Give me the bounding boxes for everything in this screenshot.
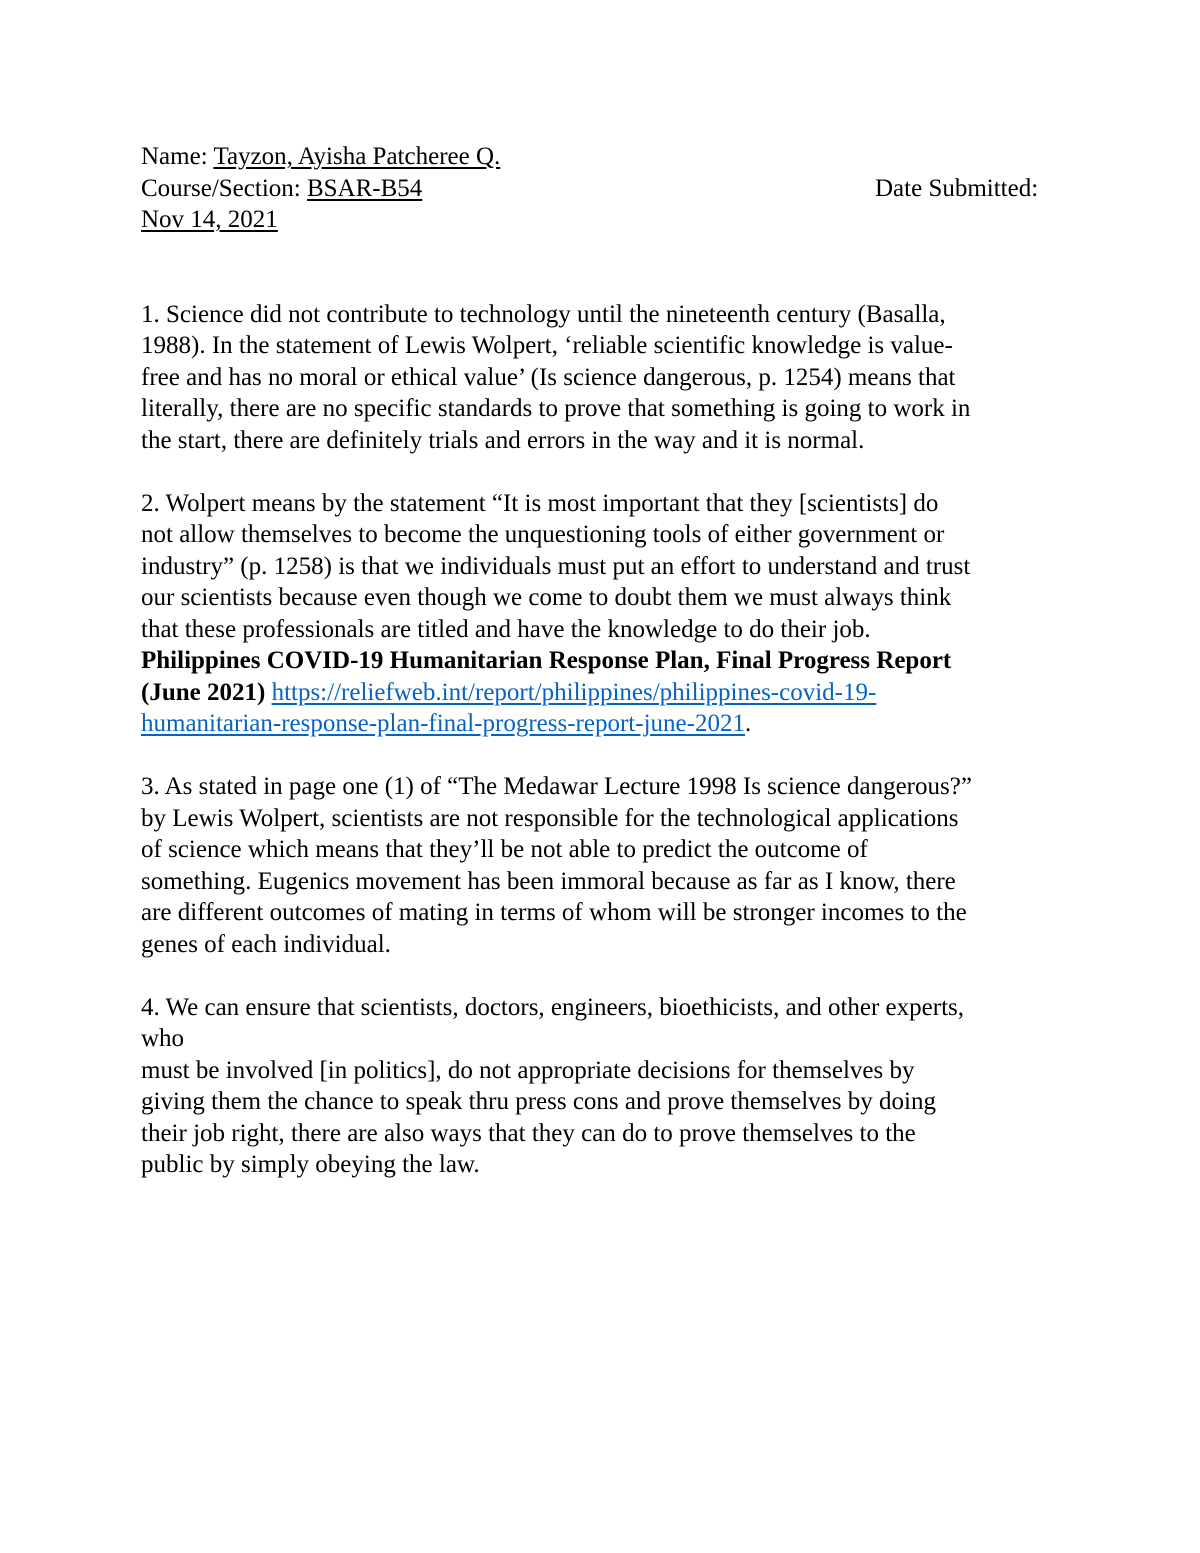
answer-4-line: public by simply obeying the law. xyxy=(141,1151,480,1178)
reference-link[interactable]: https://reliefweb.int/report/philippines/philippines-covid-19- xyxy=(271,678,877,706)
reference-date: (June 2021) xyxy=(141,678,266,706)
date-submitted-label: Date Submitted: xyxy=(875,174,1039,202)
answer-2-line: that these professionals are titled and have the knowledge to do their job. xyxy=(141,615,871,643)
answer-3-line: something. Eugenics movement has been immoral because as far as I know, there xyxy=(141,867,956,895)
date-line xyxy=(141,204,1061,236)
answer-4 xyxy=(141,992,1061,1181)
answer-1-line: the start, there are definitely trials and errors in the way and it is normal. xyxy=(141,426,865,454)
reference-line xyxy=(141,677,1061,709)
date-value: Nov 14, 2021 xyxy=(141,206,278,233)
reference-link-continued[interactable]: humanitarian-response-plan-final-progress-report-june-2021 xyxy=(141,710,745,737)
answer-4-line: their job right, there are also ways that they can do to prove themselves to the xyxy=(141,1119,916,1147)
answer-3-line: by Lewis Wolpert, scientists are not responsible for the technological applications xyxy=(141,804,959,832)
answer-3-line: of science which means that they’ll be not able to predict the outcome of xyxy=(141,836,868,863)
reference-end-period: . xyxy=(744,710,752,737)
course-line xyxy=(141,173,1061,205)
answer-2-line: our scientists because even though we come to doubt them we must always think xyxy=(141,584,952,611)
answer-4-line: who xyxy=(141,1025,185,1052)
answer-4-line: giving them the chance to speak thru press cons and prove themselves by doing xyxy=(141,1088,936,1115)
answer-1-line: 1. Science did not contribute to technology until the nineteenth century (Basalla, xyxy=(141,300,946,328)
course-value: BSAR-B54 xyxy=(306,174,423,202)
answer-4-line: must be involved [in politics], do not appropriate decisions for themselves by xyxy=(141,1056,915,1084)
answer-1-line: literally, there are no specific standards to prove that something is going to work in xyxy=(141,395,971,422)
name-line xyxy=(141,141,1061,173)
answer-1 xyxy=(141,299,1061,457)
document-page xyxy=(141,141,1061,1181)
reference-title: Philippines COVID-19 Humanitarian Response Plan, Final Progress Report xyxy=(141,647,952,674)
answer-2 xyxy=(141,488,1061,740)
name-label: Name: xyxy=(141,143,214,170)
answer-4-line: 4. We can ensure that scientists, doctors, engineers, bioethicists, and other experts, xyxy=(141,993,964,1021)
answer-2-line: 2. Wolpert means by the statement “It is most important that they [scientists] do xyxy=(141,489,939,517)
answer-2-line: industry” (p. 1258) is that we individuals must put an effort to understand and trust xyxy=(141,552,971,580)
course-label: Course/Section: xyxy=(141,174,307,202)
answer-2-line: not allow themselves to become the unquestioning tools of either government or xyxy=(141,521,945,548)
answer-1-line: free and has no moral or ethical value’ (Is science dangerous, p. 1254) means that xyxy=(141,363,956,391)
answer-1-line: 1988). In the statement of Lewis Wolpert, ‘reliable scientific knowledge is value- xyxy=(141,332,953,359)
answer-3 xyxy=(141,771,1061,960)
answer-3-line: 3. As stated in page one (1) of “The Medawar Lecture 1998 Is science dangerous?” xyxy=(141,773,972,800)
answer-3-line: are different outcomes of mating in terms of whom will be stronger incomes to the xyxy=(141,899,967,926)
reference-link-cont-line xyxy=(141,708,1061,740)
answer-3-line: genes of each individual. xyxy=(141,930,391,958)
name-value: Tayzon, Ayisha Patcheree Q. xyxy=(213,143,501,170)
